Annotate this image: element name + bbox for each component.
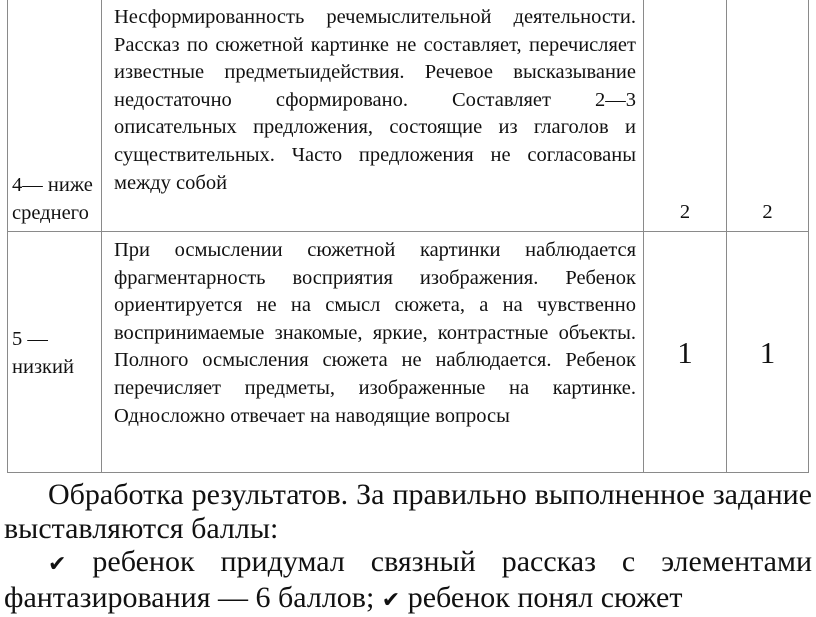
table-divider-level [101, 0, 102, 473]
processing-criteria [4, 545, 812, 617]
table-divider-description [643, 0, 644, 473]
table-border-bottom [7, 472, 809, 473]
checkmark-icon: ✔ [48, 551, 67, 576]
table-divider-score [726, 0, 727, 473]
table-border-right [808, 0, 809, 473]
checkmark-icon: ✔ [381, 587, 401, 612]
row-1-level: 4— ниже среднего [12, 174, 93, 224]
row-2-score-a: 1 [677, 335, 693, 370]
row-2-score-b: 1 [759, 335, 776, 370]
criterion-1: ребенок придумал связный рассказ с элементами фантазирования — 6 баллов; [4, 545, 813, 614]
row-1-score-b: 2 [762, 201, 773, 223]
row-1-description: Несформированность речемыслительной деятельности. Рассказ по сюжетной картинке не составляет, перечисляет известные предметыидействия. Речевое высказывание недостаточно сформировано. Составляет 2—3 описательных предложения, состоящие из глаголов и существительных. Часто предложения не согласованы между собой [114, 6, 636, 194]
row-2-level: 5 — низкий [12, 328, 74, 378]
table-border-left [7, 0, 8, 473]
processing-intro-text: Обработка результатов. За правильно выполненное задание выставляются баллы: [4, 478, 812, 545]
row-1-score-a: 2 [679, 201, 691, 223]
criterion-2: ребенок понял сюжет [407, 581, 683, 614]
table-row-divider [7, 231, 809, 232]
processing-intro [4, 478, 812, 546]
row-2-description: При осмыслении сюжетной картинки наблюдается фрагментарность восприятия изображения. Ребенок ориентируется не на смысл сюжета, а на чувственно воспринимаемые знакомые, яркие, контрастные объекты. Полного осмысления сюжета не наблюдается. Ребенок перечисляет предметы, изображенные на картинке. Односложно отвечает на наводящие вопросы [114, 239, 636, 427]
